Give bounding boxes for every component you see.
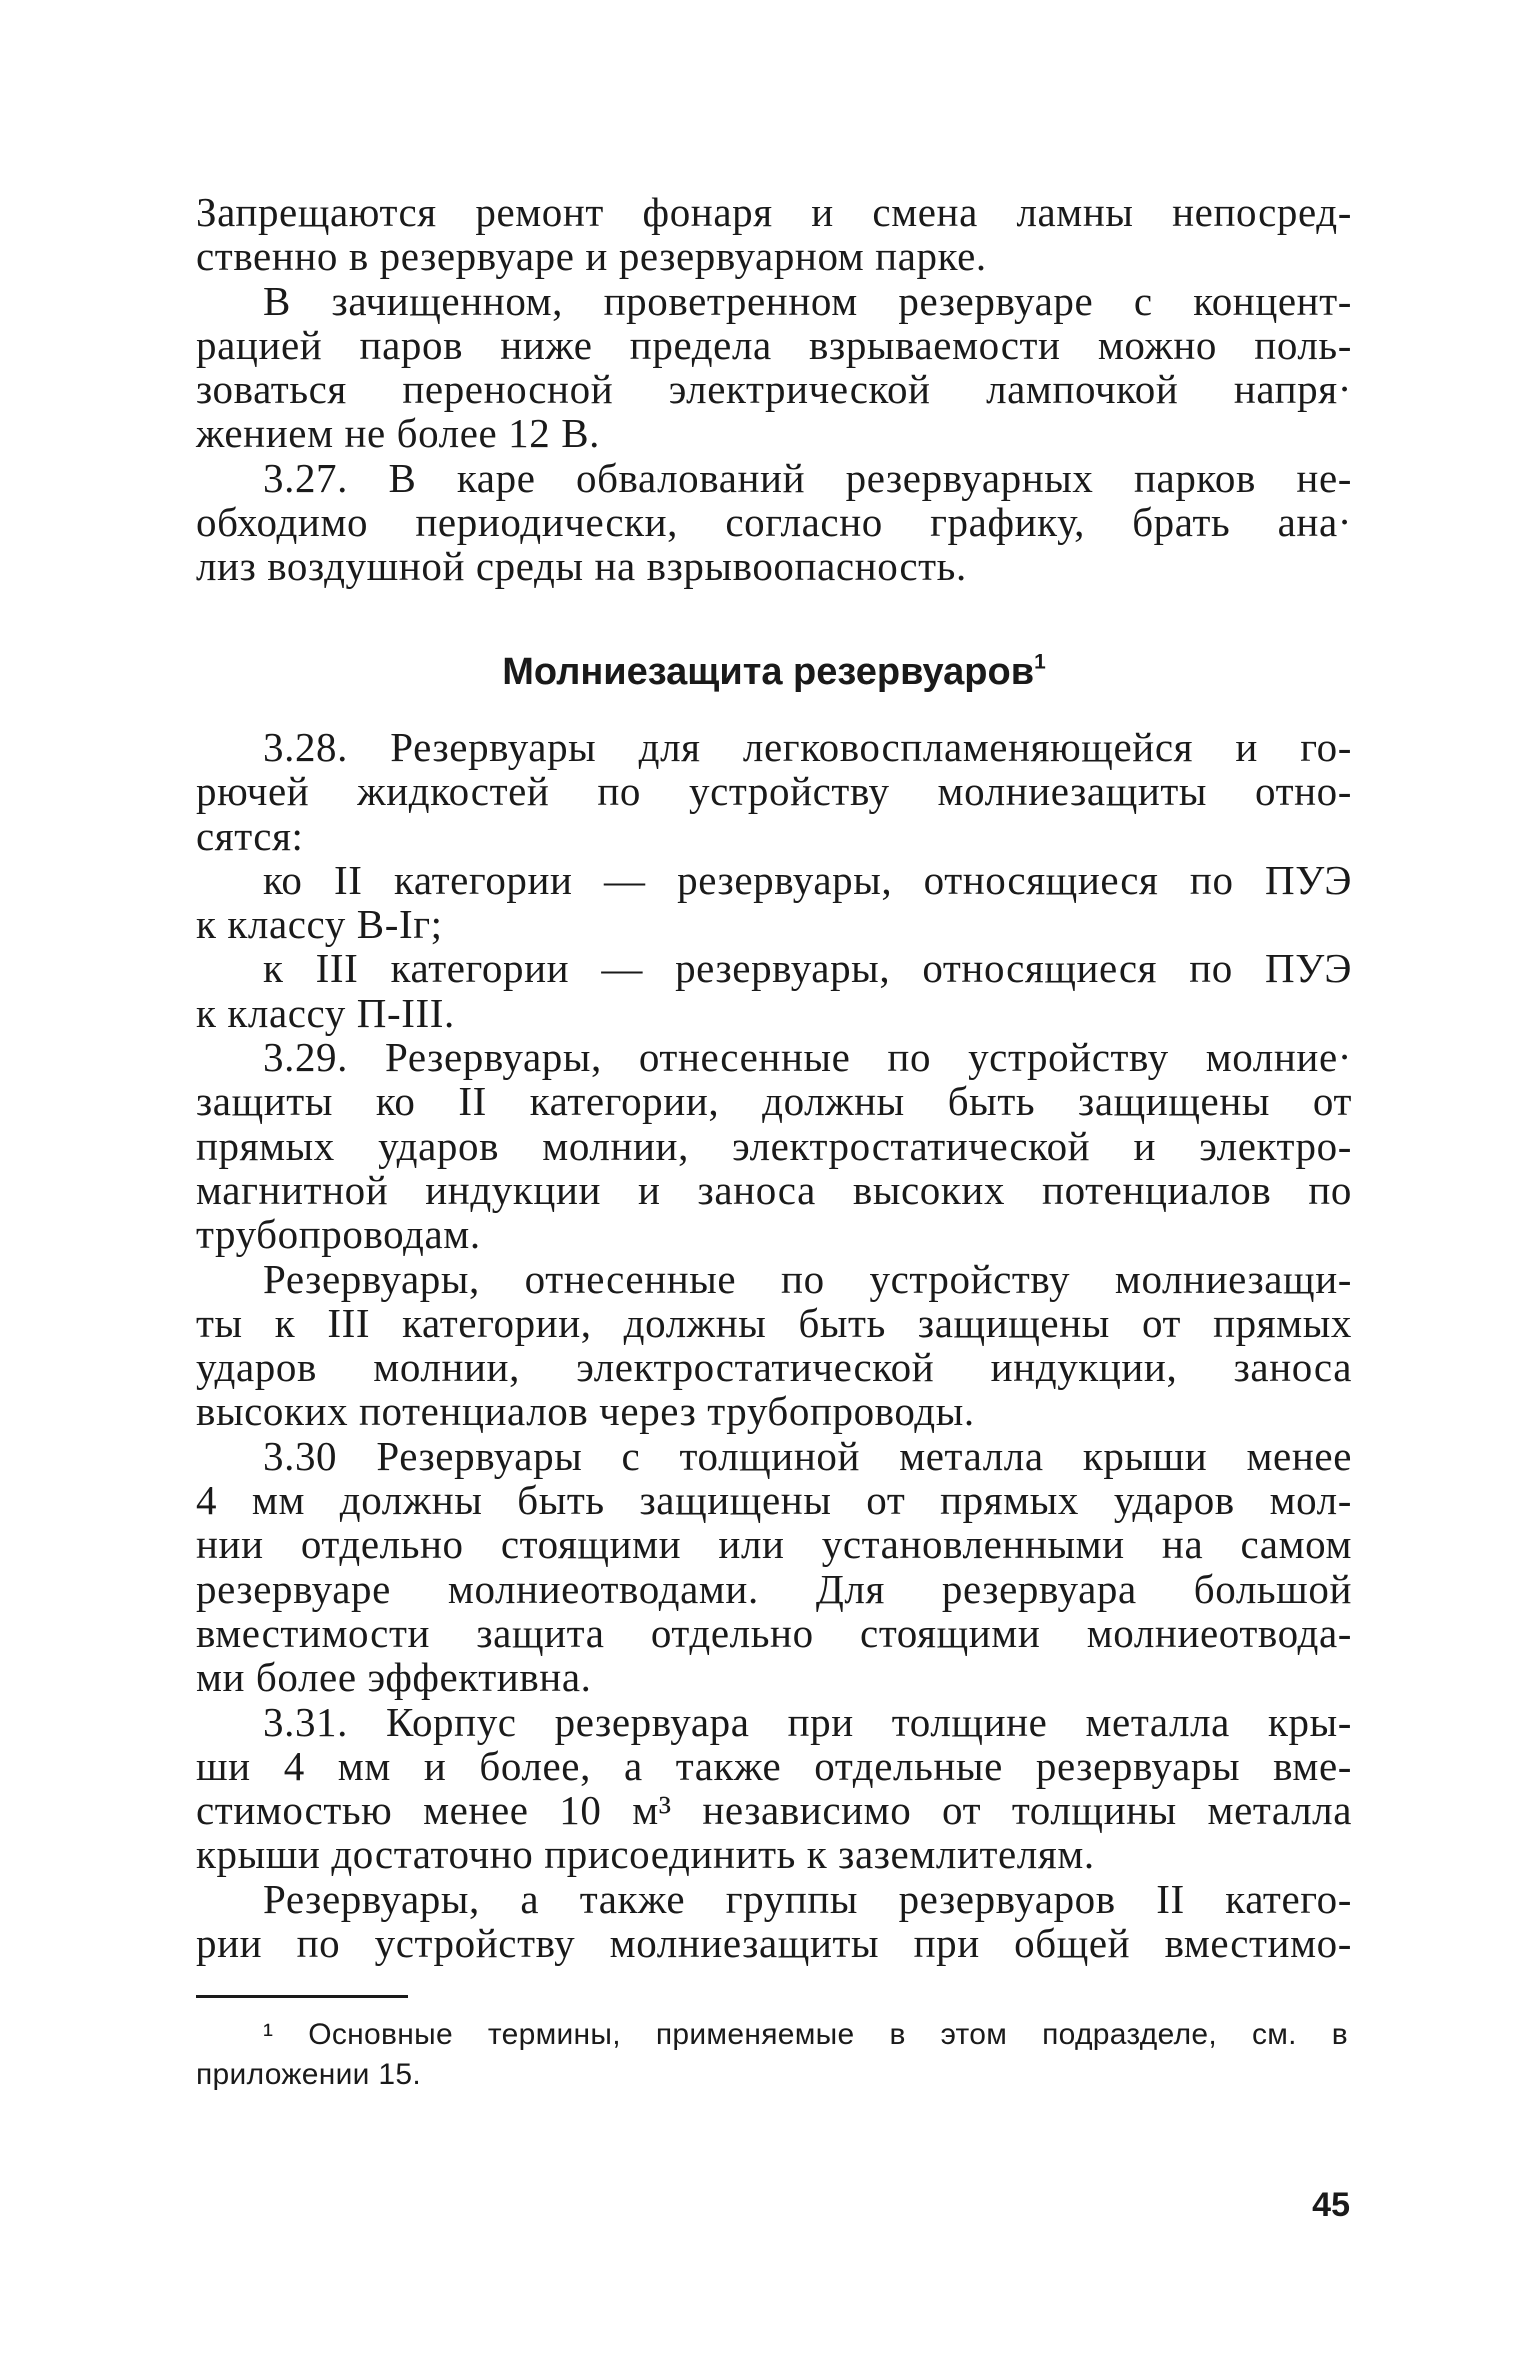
text-line: жением не более 12 В. [196, 410, 601, 457]
text-line: Резервуары, отнесенные по устройству молниезащи- [263, 1255, 1352, 1302]
text-line: нии отдельно стоящими или установленными на самом [196, 1521, 1352, 1568]
text-line: ственно в резервуаре и резервуарном парке. [196, 233, 987, 280]
section-heading [196, 650, 1352, 694]
text-line: лиз воздушной среды на взрывоопасность. [196, 543, 967, 590]
text-line: трубопроводам. [196, 1211, 481, 1258]
text-line: вместимости защита отдельно стоящими молниеотвода- [196, 1609, 1352, 1656]
text-line: магнитной индукции и заноса высоких потенциалов по [196, 1166, 1352, 1213]
footnote-marker: 1 [1034, 650, 1046, 674]
text-line: 4 мм должны быть защищены от прямых ударов мол- [196, 1477, 1352, 1524]
text-line: прямых ударов молнии, электростатической и электро- [196, 1122, 1352, 1169]
text-line: защиты ко II категории, должны быть защищены от [196, 1078, 1352, 1125]
text-line: ¹ Основные термины, применяемые в этом подразделе, см. в [263, 2018, 1348, 2051]
text-line: ударов молнии, электростатической индукции, заноса [196, 1344, 1352, 1391]
text-line: 3.30 Резервуары с толщиной металла крыши менее [263, 1432, 1352, 1479]
text-line: приложении 15. [196, 2058, 421, 2091]
footnote-divider [196, 1995, 408, 1998]
text-line: рючей жидкостей по устройству молниезащиты отно- [196, 768, 1352, 815]
text-line: крыши достаточно присоединить к заземлителям. [196, 1831, 1095, 1878]
text-line: ми более эффективна. [196, 1654, 592, 1701]
text-line: к классу П-III. [196, 989, 455, 1036]
text-line: Резервуары, а также группы резервуаров II катего- [263, 1875, 1352, 1922]
text-line: ши 4 мм и более, а также отдельные резервуары вме- [196, 1742, 1352, 1789]
text-line: стимостью менее 10 м³ независимо от толщины металла [196, 1787, 1352, 1834]
text-line: обходимо периодически, согласно графику, брать ана· [196, 499, 1352, 546]
text-line: 3.28. Резервуары для легковоспламеняющейся и го- [263, 724, 1352, 770]
text-line: к классу В-Iг; [196, 901, 443, 948]
text-line: зоваться переносной электрической лампочкой напря· [196, 366, 1352, 413]
text-line: 3.27. В каре обвалований резервуарных парков не- [263, 454, 1352, 501]
footnote [196, 2015, 1348, 2095]
text-line: к III категории — резервуары, относящиеся по ПУЭ [263, 945, 1352, 992]
body-text-block-1 [196, 190, 1352, 589]
text-line: В зачищенном, проветренном резервуаре с концент- [263, 277, 1352, 324]
text-line: 3.31. Корпус резервуара при толщине металла кры- [263, 1698, 1352, 1745]
text-line: Запрещаются ремонт фонаря и смена ламны непосред- [196, 189, 1352, 235]
text-line: резервуаре молниеотводами. Для резервуара большой [196, 1565, 1352, 1612]
section-heading-text: Молниезащита резервуаров [502, 651, 1035, 693]
text-line: ты к III категории, должны быть защищены от прямых [196, 1299, 1352, 1346]
text-line: рацией паров ниже предела взрываемости можно поль- [196, 321, 1352, 368]
text-line: высоких потенциалов через трубопроводы. [196, 1388, 975, 1435]
text-line: сятся: [196, 812, 304, 859]
body-text-block-2 [196, 725, 1352, 1965]
text-line: рии по устройству молниезащиты при общей вместимо- [196, 1920, 1352, 1967]
page-number: 45 [1312, 2186, 1350, 2224]
text-line: 3.29. Резервуары, отнесенные по устройству молние· [263, 1034, 1352, 1081]
text-line: ко II категории — резервуары, относящиеся по ПУЭ [263, 856, 1352, 903]
